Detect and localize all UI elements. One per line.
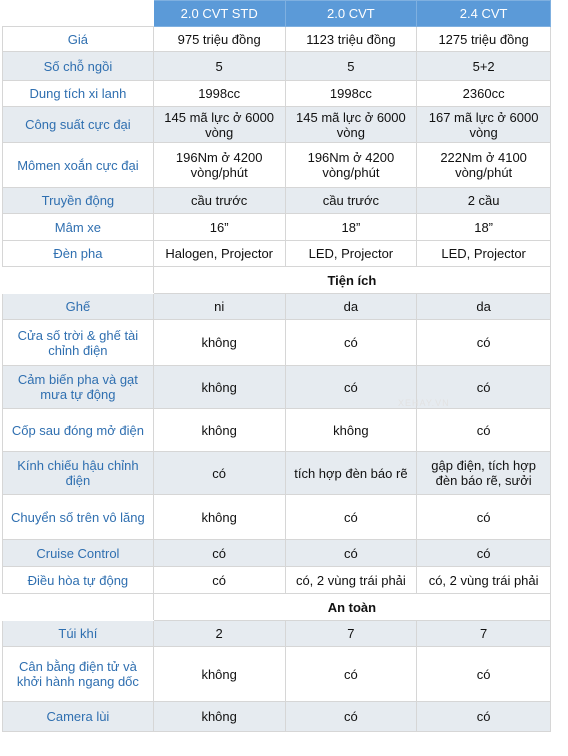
cell-value: có: [417, 495, 551, 540]
cell-value: có: [285, 320, 417, 366]
spec-row: [3, 188, 551, 214]
row-label: Điều hòa tự động: [3, 567, 154, 594]
spec-table: [2, 0, 551, 732]
cell-value: có: [153, 540, 285, 567]
row-label: Túi khí: [3, 621, 154, 647]
cell-value: không: [153, 647, 285, 702]
section-title: Tiện ích: [153, 267, 550, 294]
cell-value: LED, Projector: [417, 241, 551, 267]
cell-value: 18”: [285, 214, 417, 241]
cell-value: 145 mã lực ở 6000 vòng: [285, 107, 417, 143]
cell-value: 196Nm ở 4200 vòng/phút: [285, 143, 417, 188]
cell-value: không: [153, 320, 285, 366]
cell-value: 1123 triệu đồng: [285, 27, 417, 52]
row-label: Số chỗ ngồi: [3, 52, 154, 81]
section-title: An toàn: [153, 594, 550, 621]
cell-value: LED, Projector: [285, 241, 417, 267]
spec-row: [3, 241, 551, 267]
spec-row: [3, 320, 551, 366]
row-label: Truyền động: [3, 188, 154, 214]
row-label: Kính chiếu hậu chỉnh điện: [3, 452, 154, 495]
row-label: Ghế: [3, 294, 154, 320]
spec-row: [3, 567, 551, 594]
cell-value: có: [417, 320, 551, 366]
cell-value: 2 cầu: [417, 188, 551, 214]
cell-value: có, 2 vùng trái phải: [417, 567, 551, 594]
spec-row: [3, 107, 551, 143]
header-corner: [3, 1, 154, 27]
cell-value: 7: [285, 621, 417, 647]
column-header: 2.0 CVT: [285, 1, 417, 27]
spec-row: [3, 540, 551, 567]
spec-body: [3, 27, 551, 732]
cell-value: gập điện, tích hợp đèn báo rẽ, sưởi: [417, 452, 551, 495]
cell-value: tích hợp đèn báo rẽ: [285, 452, 417, 495]
cell-value: có: [417, 366, 551, 409]
cell-value: 5: [285, 52, 417, 81]
column-header: 2.0 CVT STD: [153, 1, 285, 27]
cell-value: cầu trước: [285, 188, 417, 214]
cell-value: 975 triệu đồng: [153, 27, 285, 52]
cell-value: 196Nm ở 4200 vòng/phút: [153, 143, 285, 188]
cell-value: ni: [153, 294, 285, 320]
watermark: XEHAY.VN: [398, 398, 450, 408]
spec-row: [3, 52, 551, 81]
cell-value: 1275 triệu đồng: [417, 27, 551, 52]
cell-value: Halogen, Projector: [153, 241, 285, 267]
section-spacer: [3, 267, 154, 294]
row-label: Dung tích xi lanh: [3, 81, 154, 107]
cell-value: 2: [153, 621, 285, 647]
cell-value: 1998cc: [285, 81, 417, 107]
spec-row: [3, 81, 551, 107]
cell-value: không: [153, 702, 285, 732]
spec-row: [3, 294, 551, 320]
cell-value: có: [417, 540, 551, 567]
spec-row: [3, 702, 551, 732]
row-label: Mômen xoắn cực đại: [3, 143, 154, 188]
header-row: [3, 1, 551, 27]
cell-value: da: [417, 294, 551, 320]
cell-value: không: [285, 409, 417, 452]
cell-value: 2360cc: [417, 81, 551, 107]
row-label: Cruise Control: [3, 540, 154, 567]
cell-value: 145 mã lực ở 6000 vòng: [153, 107, 285, 143]
spec-row: [3, 647, 551, 702]
cell-value: có: [285, 540, 417, 567]
spec-row: [3, 214, 551, 241]
cell-value: cầu trước: [153, 188, 285, 214]
cell-value: có: [285, 366, 417, 409]
cell-value: 167 mã lực ở 6000 vòng: [417, 107, 551, 143]
row-label: Công suất cực đại: [3, 107, 154, 143]
row-label: Camera lùi: [3, 702, 154, 732]
cell-value: có, 2 vùng trái phải: [285, 567, 417, 594]
section-row: [3, 594, 551, 621]
cell-value: da: [285, 294, 417, 320]
cell-value: có: [153, 567, 285, 594]
cell-value: có: [285, 495, 417, 540]
row-label: Cửa số trời & ghế tài chỉnh điện: [3, 320, 154, 366]
spec-row: [3, 409, 551, 452]
cell-value: 16”: [153, 214, 285, 241]
row-label: Cảm biến pha và gạt mưa tự động: [3, 366, 154, 409]
row-label: Giá: [3, 27, 154, 52]
cell-value: có: [417, 647, 551, 702]
column-header: 2.4 CVT: [417, 1, 551, 27]
cell-value: có: [285, 647, 417, 702]
cell-value: 5+2: [417, 52, 551, 81]
cell-value: không: [153, 409, 285, 452]
cell-value: có: [417, 702, 551, 732]
cell-value: 5: [153, 52, 285, 81]
spec-row: [3, 366, 551, 409]
spec-row: [3, 452, 551, 495]
cell-value: 7: [417, 621, 551, 647]
spec-row: [3, 621, 551, 647]
row-label: Chuyển số trên vô lăng: [3, 495, 154, 540]
cell-value: có: [153, 452, 285, 495]
row-label: Đèn pha: [3, 241, 154, 267]
spec-row: [3, 143, 551, 188]
spec-row: [3, 495, 551, 540]
spec-row: [3, 27, 551, 52]
section-spacer: [3, 594, 154, 621]
cell-value: có: [417, 409, 551, 452]
cell-value: 222Nm ở 4100 vòng/phút: [417, 143, 551, 188]
row-label: Cốp sau đóng mở điện: [3, 409, 154, 452]
cell-value: có: [285, 702, 417, 732]
cell-value: 18”: [417, 214, 551, 241]
section-row: [3, 267, 551, 294]
cell-value: 1998cc: [153, 81, 285, 107]
row-label: Cân bằng điện tử và khởi hành ngang dốc: [3, 647, 154, 702]
row-label: Mâm xe: [3, 214, 154, 241]
cell-value: không: [153, 366, 285, 409]
cell-value: không: [153, 495, 285, 540]
